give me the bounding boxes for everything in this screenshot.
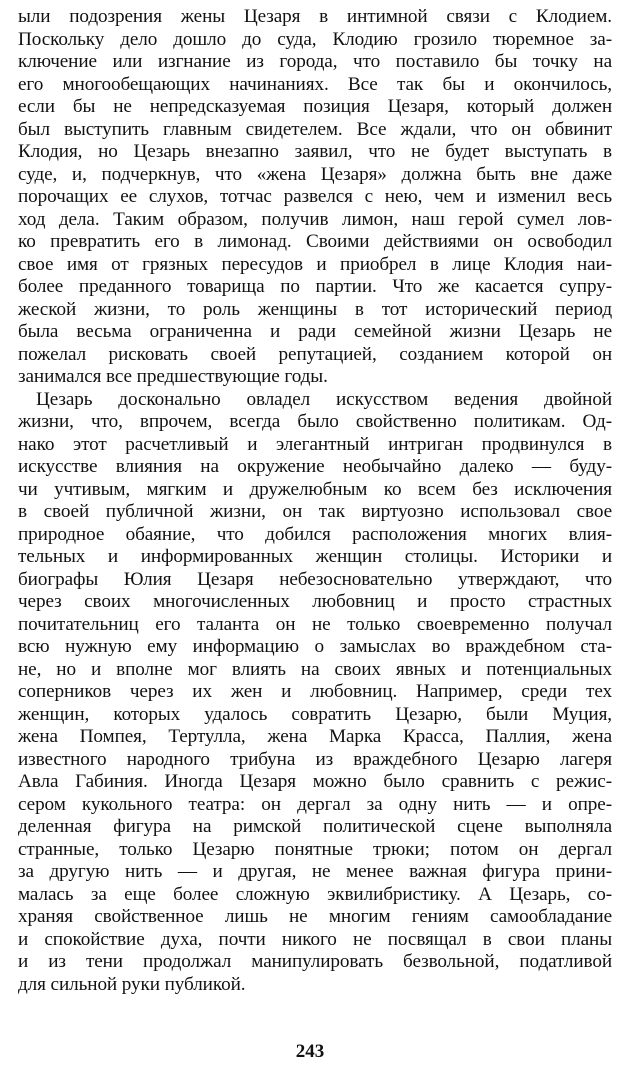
- text-line: всю нужную ему информацию о замыслах во враждебном ста-: [18, 636, 612, 657]
- text-line: порочащих ее слухов, тотчас развелся с нею, чем и изменил весь: [18, 186, 612, 207]
- text-line: сером кукольного театра: он дергал за одну нить — и опре-: [18, 793, 612, 815]
- text-line: не, но и вполне мог влиять на своих явных и потенциальных: [18, 658, 612, 680]
- text-line: для сильной руки публикой.: [18, 973, 246, 995]
- text-line: была весьма ограниченна и ради семейной жизни Цезарь не: [18, 321, 612, 342]
- text-line: занимался все предшествующие годы.: [18, 366, 328, 387]
- text-line: нако этот расчетливый и элегантный интриган продвинулся в: [18, 433, 612, 455]
- text-line: женщин, которых удалось совратить Цезарю, были Муция,: [18, 703, 612, 725]
- body-text: [18, 6, 612, 996]
- text-line: жеской жизни, то роль женщины в тот исторический период: [18, 298, 612, 320]
- text-line: в своей публичной жизни, он так виртуозно использовал свое: [18, 501, 612, 522]
- text-line: Авла Габиния. Иногда Цезаря можно было сравнить с режис-: [18, 771, 612, 792]
- text-line: ход дела. Таким образом, получив лимон, наш герой сумел лов-: [18, 208, 612, 230]
- text-line: свое имя от грязных пересудов и приобрел в лице Клодия наи-: [18, 253, 612, 275]
- text-line: Поскольку дело дошло до суда, Клодию грозило тюремное за-: [18, 28, 612, 50]
- text-line: чи учтивым, мягким и дружелюбным ко всем без исключения: [18, 478, 612, 500]
- text-line: суде, и, подчеркнув, что «жена Цезаря» должна быть вне даже: [18, 163, 612, 185]
- text-line: более преданного товарища по партии. Что же касается супру-: [18, 276, 612, 297]
- text-line: пожелал рисковать своей репутацией, созданием которой он: [18, 343, 612, 365]
- text-line: странные, только Цезарю понятные трюки; потом он дергал: [18, 838, 612, 860]
- text-line: и спокойствие духа, почти никого не посвящал в свои планы: [18, 928, 612, 950]
- text-line: жена Помпея, Тертулла, жена Марка Красса, Паллия, жена: [18, 726, 612, 747]
- text-line: искусстве влияния на окружение необычайно далеко — буду-: [18, 456, 612, 477]
- text-line: малась за еще более сложную эквилибристику. А Цезарь, со-: [18, 883, 612, 905]
- paragraph: [18, 389, 612, 997]
- page-number: 243: [295, 1041, 325, 1062]
- text-line: тельных и информированных женщин столицы. Историки и: [18, 546, 612, 567]
- text-line: биографы Юлия Цезаря небезосновательно утверждают, что: [18, 568, 612, 590]
- paragraph: [18, 6, 612, 389]
- text-line: за другую нить — и другая, не менее важная фигура прини-: [18, 861, 612, 882]
- text-line: Цезарь досконально овладел искусством ведения двойной: [36, 388, 612, 410]
- text-line: храняя свойственное лишь не многим гениям самообладание: [18, 906, 612, 927]
- text-line: был выступить главным свидетелем. Все ждали, что он обвинит: [18, 118, 612, 140]
- text-line: деленная фигура на римской политической сцене выполняла: [18, 816, 612, 837]
- text-line: Клодия, но Цезарь внезапно заявил, что не будет выступать в: [18, 141, 612, 162]
- text-line: ко превратить его в лимонад. Своими действиями он освободил: [18, 231, 612, 252]
- text-line: и из тени продолжал манипулировать безвольной, податливой: [18, 951, 612, 972]
- text-line: известного народного трибуна из враждебного Цезарю лагеря: [18, 748, 612, 770]
- text-line: почитательниц его таланта он не только своевременно получал: [18, 613, 612, 635]
- text-line: если бы не непредсказуемая позиция Цезаря, который должен: [18, 96, 612, 117]
- text-line: ыли подозрения жены Цезаря в интимной связи с Клодием.: [18, 6, 612, 27]
- text-line: природное обаяние, что добился расположения многих влия-: [18, 523, 612, 545]
- text-line: ключение или изгнание из города, что поставило бы точку на: [18, 51, 612, 72]
- text-line: его многообещающих начинаниях. Все так бы и окончилось,: [18, 73, 612, 95]
- text-line: жизни, что, впрочем, всегда было свойственно политикам. Од-: [18, 411, 612, 432]
- text-line: соперников через их жен и любовниц. Например, среди тех: [18, 681, 612, 702]
- text-line: через своих многочисленных любовниц и просто страстных: [18, 591, 612, 612]
